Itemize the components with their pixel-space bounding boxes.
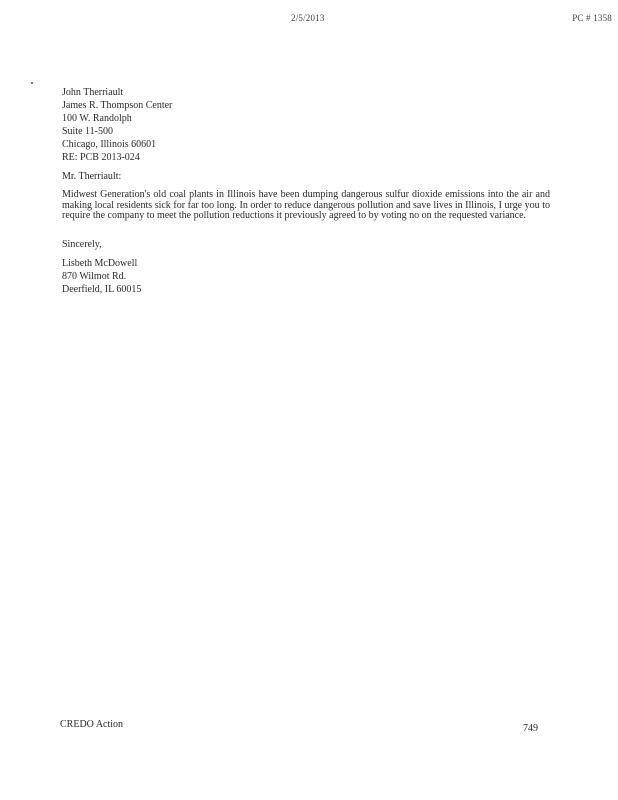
document-id: PC # 1358 bbox=[572, 13, 612, 23]
sender-name: Lisbeth McDowell bbox=[62, 258, 138, 269]
sender-city: Deerfield, IL 60015 bbox=[62, 284, 142, 295]
recipient-building: James R. Thompson Center bbox=[62, 100, 173, 111]
closing: Sincerely, bbox=[62, 239, 102, 250]
sender-street: 870 Wilmot Rd. bbox=[62, 271, 127, 282]
re-line: RE: PCB 2013-024 bbox=[62, 152, 140, 163]
sender-block bbox=[62, 257, 141, 296]
recipient-suite: Suite 11-500 bbox=[62, 126, 114, 137]
footer-page-number: 749 bbox=[523, 723, 538, 734]
recipient-city: Chicago, Illinois 60601 bbox=[62, 139, 157, 150]
scan-speck bbox=[31, 82, 33, 84]
letter-body: Midwest Generation's old coal plants in Illinois have been dumping dangerous sulfur dioxide emissions into the air and making local residents sick for far too long. In order to reduce dangerous pollution and save lives in Illinois, I urge you to require the company to meet the pollution reductions it previously agreed to by voting no on the requested variance. bbox=[62, 189, 550, 221]
recipient-address bbox=[62, 86, 172, 151]
salutation: Mr. Therriault: bbox=[62, 171, 122, 182]
footer-organization: CREDO Action bbox=[60, 719, 124, 730]
fax-header-date: 2/5/2013 bbox=[291, 13, 325, 23]
recipient-street: 100 W. Randolph bbox=[62, 113, 132, 124]
recipient-name: John Therriault bbox=[62, 87, 124, 98]
